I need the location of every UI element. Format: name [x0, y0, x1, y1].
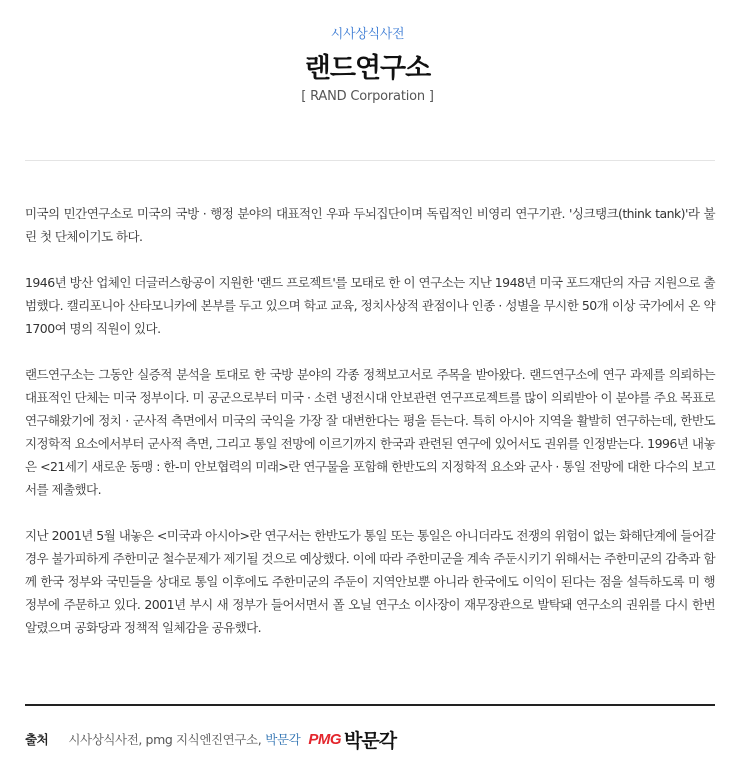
footer-divider — [25, 704, 715, 706]
source-label: 출처 — [25, 732, 49, 747]
pmg-logo-mark: PMG — [308, 730, 341, 748]
publisher-logo-name: 박문각 — [343, 729, 397, 752]
header-divider — [25, 160, 715, 161]
source-text: 시사상식사전, pmg 지식엔진연구소, — [68, 732, 262, 747]
body-paragraph: 지난 2001년 5월 내놓은 <미국과 아시아>란 연구서는 한반도가 통일 또는 통일은 아니더라도 전쟁의 위험이 없는 화해단계에 들어갈 경우 불가피하게 주한미군 철수문제가 제기될 것으로 예상했다. 이에 따라 주한미군을 계속 주둔시키기 위해서는 주한미군의 감축과 함께 한국 정부와 국민들을 상대로 통일 이후에도 주한미군의 주둔이 지역안보뿐 아니라 한국에도 이익이 된다는 점을 설득하도록 미 행정부에 주문하고 있다. 2001년 부시 새 정부가 들어서면서 폴 오닐 연구소 이사장이 재무장관으로 발탁돼 연구소의 권위를 다시 한번 알렸으며 공화당과 정책적 일체감을 공유했다. — [25, 528, 715, 635]
publisher-logo[interactable] — [308, 726, 396, 753]
entry-body — [25, 202, 715, 662]
body-paragraph: 랜드연구소는 그동안 실증적 분석을 토대로 한 국방 분야의 각종 정책보고서로 주목을 받아왔다. 랜드연구소에 연구 과제를 의뢰하는 대표적인 단체는 미국 정부이다. 미 공군으로부터 미국 · 소련 냉전시대 안보관련 연구프로젝트를 많이 의뢰받아 이 분야를 주요 목표로 연구해왔기에 정치 · 군사적 측면에서 미국의 국익을 가장 잘 대변한다는 평을 듣는다. 특히 아시아 지역을 활발히 연구하는데, 한반도 지정학적 요소에서부터 군사적 측면, 그리고 통일 전망에 이르기까지 한국과 관련된 연구에 있어서도 권위를 인정받는다. 1996년 내놓은 <21세기 새로운 동맹 : 한-미 안보협력의 미래>란 연구물을 포함해 한반도의 지정학적 요소와 군사 · 통일 전망에 대한 다수의 보고서를 제출했다. — [25, 367, 715, 497]
page-title: 랜드연구소 — [304, 53, 431, 84]
publisher-link[interactable]: 박문각 — [265, 732, 301, 747]
dictionary-category[interactable]: 시사상식사전 — [330, 27, 405, 42]
body-paragraph: 미국의 민간연구소로 미국의 국방 · 행정 분야의 대표적인 우파 두뇌집단이며 독립적인 비영리 연구기관. '싱크탱크(think tank)'라 불린 첫 단체이기도 하다. — [25, 206, 715, 244]
page-subtitle: [ RAND Corporation ] — [301, 89, 434, 104]
source-row — [25, 728, 396, 750]
body-paragraph: 1946년 방산 업체인 더글러스항공이 지원한 '랜드 프로젝트'를 모태로 한 이 연구소는 지난 1948년 미국 포드재단의 자금 지원으로 출범했다. 캘리포니아 산타모니카에 본부를 두고 있으며 학교 교육, 정치사상적 관점이나 인종 · 성별을 무시한 50개 이상 국가에서 온 약 1700여 명의 직원이 있다. — [25, 275, 715, 336]
